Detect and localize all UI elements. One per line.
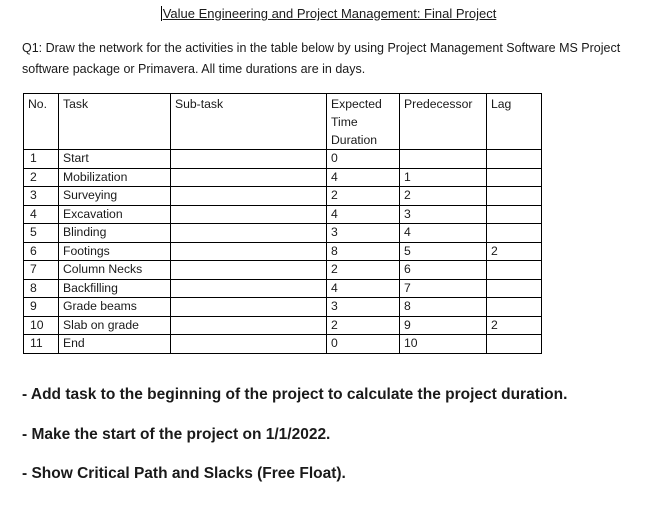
note-add-task: - Add task to the beginning of the project to calculate the project duration. xyxy=(22,386,568,403)
note-critical-path: - Show Critical Path and Slacks (Free Float). xyxy=(22,465,346,482)
cell-duration: 2 xyxy=(327,187,400,206)
header-expected-duration: Expected Time Duration xyxy=(327,94,400,150)
cell-subtask xyxy=(171,205,327,224)
cell-predecessor: 7 xyxy=(400,279,487,298)
cell-task: Backfilling xyxy=(59,279,171,298)
note-start-date: - Make the start of the project on 1/1/2022. xyxy=(22,425,331,443)
cell-lag xyxy=(487,150,542,169)
cell-subtask xyxy=(171,168,327,187)
cell-task: Excavation xyxy=(59,205,171,224)
table-row xyxy=(24,205,542,224)
table-row xyxy=(24,261,542,280)
cell-no: 3 xyxy=(24,187,59,206)
cell-predecessor: 9 xyxy=(400,316,487,335)
activities-table xyxy=(23,93,542,354)
cell-task: End xyxy=(59,335,171,354)
cell-subtask xyxy=(171,316,327,335)
table-row xyxy=(24,335,542,354)
cell-task: Start xyxy=(59,150,171,169)
cell-no: 1 xyxy=(24,150,59,169)
cell-lag xyxy=(487,168,542,187)
cell-task: Mobilization xyxy=(59,168,171,187)
table-row xyxy=(24,224,542,243)
cell-no: 4 xyxy=(24,205,59,224)
header-subtask: Sub-task xyxy=(171,94,327,150)
question-text: Q1: Draw the network for the activities in the table below by using Project Management Software MS Project software package or Primavera. All time durations are in days. xyxy=(22,41,621,76)
header-no: No. xyxy=(24,94,59,150)
cell-subtask xyxy=(171,150,327,169)
cell-duration: 0 xyxy=(327,335,400,354)
cell-predecessor xyxy=(400,150,487,169)
cell-subtask xyxy=(171,335,327,354)
cell-no: 10 xyxy=(24,316,59,335)
cell-duration: 2 xyxy=(327,261,400,280)
cell-subtask xyxy=(171,187,327,206)
header-predecessor: Predecessor xyxy=(400,94,487,150)
header-task: Task xyxy=(59,94,171,150)
cell-task: Slab on grade xyxy=(59,316,171,335)
cell-no: 6 xyxy=(24,242,59,261)
title-text: Value Engineering and Project Management: Final Project xyxy=(162,6,497,21)
cell-predecessor: 4 xyxy=(400,224,487,243)
cell-predecessor: 2 xyxy=(400,187,487,206)
cell-lag xyxy=(487,279,542,298)
cell-subtask xyxy=(171,261,327,280)
cell-predecessor: 8 xyxy=(400,298,487,317)
cell-task: Footings xyxy=(59,242,171,261)
instructions xyxy=(22,386,642,505)
table-header-row xyxy=(24,94,542,150)
cell-predecessor: 10 xyxy=(400,335,487,354)
cell-lag xyxy=(487,261,542,280)
cell-task: Column Necks xyxy=(59,261,171,280)
cell-no: 8 xyxy=(24,279,59,298)
cell-predecessor: 1 xyxy=(400,168,487,187)
cell-subtask xyxy=(171,279,327,298)
cell-duration: 0 xyxy=(327,150,400,169)
cell-predecessor: 5 xyxy=(400,242,487,261)
cell-lag xyxy=(487,224,542,243)
table-row xyxy=(24,316,542,335)
table-row xyxy=(24,187,542,206)
cell-no: 7 xyxy=(24,261,59,280)
cell-task: Surveying xyxy=(59,187,171,206)
document-title xyxy=(0,6,657,22)
cell-lag xyxy=(487,335,542,354)
table-row xyxy=(24,168,542,187)
cell-predecessor: 6 xyxy=(400,261,487,280)
cell-duration: 3 xyxy=(327,298,400,317)
table-body xyxy=(24,150,542,354)
table-row xyxy=(24,279,542,298)
cell-duration: 4 xyxy=(327,279,400,298)
cell-task: Grade beams xyxy=(59,298,171,317)
cell-duration: 8 xyxy=(327,242,400,261)
cell-duration: 4 xyxy=(327,205,400,224)
cell-predecessor: 3 xyxy=(400,205,487,224)
cell-lag xyxy=(487,205,542,224)
cell-lag: 2 xyxy=(487,242,542,261)
table-row xyxy=(24,242,542,261)
cell-no: 9 xyxy=(24,298,59,317)
cell-duration: 4 xyxy=(327,168,400,187)
header-lag: Lag xyxy=(487,94,542,150)
table-row xyxy=(24,150,542,169)
cell-subtask xyxy=(171,298,327,317)
cell-duration: 2 xyxy=(327,316,400,335)
cell-lag xyxy=(487,187,542,206)
cell-lag: 2 xyxy=(487,316,542,335)
cell-task: Blinding xyxy=(59,224,171,243)
cell-subtask xyxy=(171,242,327,261)
cell-lag xyxy=(487,298,542,317)
cell-no: 11 xyxy=(24,335,59,354)
cell-duration: 3 xyxy=(327,224,400,243)
cell-subtask xyxy=(171,224,327,243)
cell-no: 2 xyxy=(24,168,59,187)
cell-no: 5 xyxy=(24,224,59,243)
table-row xyxy=(24,298,542,317)
